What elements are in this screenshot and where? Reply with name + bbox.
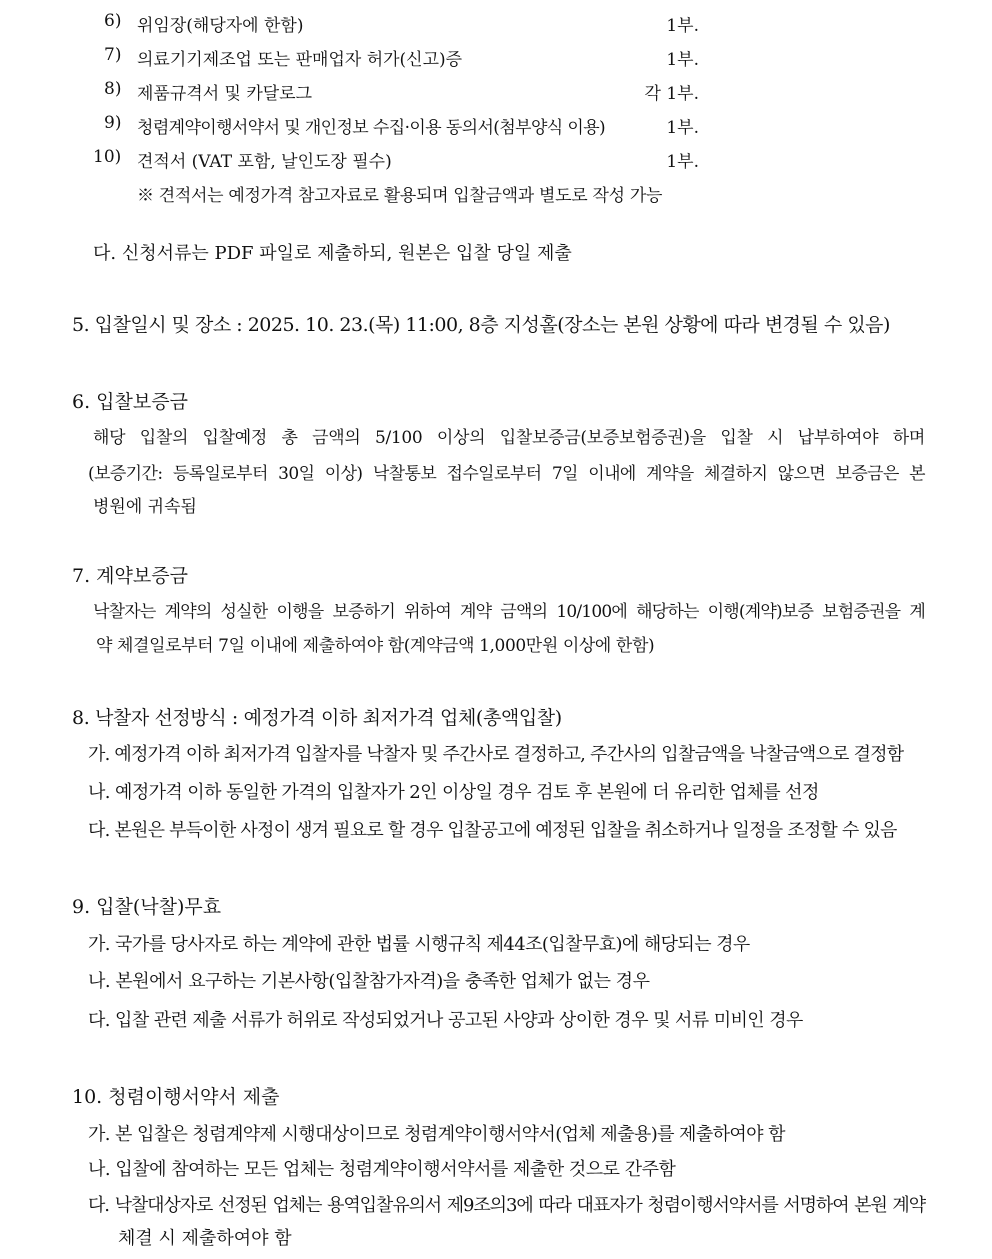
section-8-heading: 8. 낙찰자 선정방식 : 예정가격 이하 최저가격 업체(총액입찰) — [72, 707, 562, 729]
section-6-line: 병원에 귀속됨 — [93, 497, 197, 517]
section-5-bid-date: 5. 입찰일시 및 장소 : 2025. 10. 23.(목) 11:00, 8층 지성홀(장소는 본원 상황에 따라 변경될 수 있음) — [72, 314, 890, 336]
doc-text: 의료기기제조업 또는 판매업자 허가(신고)증 — [137, 50, 463, 70]
doc-num: 7) — [104, 45, 122, 65]
section-8-item: 나. 예정가격 이하 동일한 가격의 입찰자가 2인 이상일 경우 검토 후 본원에 더 유리한 업체를 선정 — [88, 782, 819, 803]
section-9-item: 나. 본원에서 요구하는 기본사항(입찰참가자격)을 충족한 업체가 없는 경우 — [88, 971, 650, 992]
doc-num: 10) — [93, 147, 122, 167]
doc-count: 1부. — [666, 152, 699, 172]
doc-text: 위임장(해당자에 한함) — [137, 16, 304, 36]
section-6-line: (보증기간: 등록일로부터 30일 이상) 낙찰통보 접수일로부터 7일 이내에 계약을 체결하지 않으면 보증금은 본 — [88, 464, 925, 484]
doc-num: 8) — [104, 79, 122, 99]
section-10-item: 다. 낙찰대상자로 선정된 업체는 용역입찰유의서 제9조의3에 따라 대표자가 청렴이행서약서를 서명하여 본원 계약 — [88, 1195, 925, 1216]
quote-note: ※ 견적서는 예정가격 참고자료로 활용되며 입찰금액과 별도로 작성 가능 — [137, 186, 663, 206]
section-6-line: 해당 입찰의 입찰예정 총 금액의 5/100 이상의 입찰보증금(보증보험증권)을 입찰 시 납부하여야 하며 — [93, 428, 925, 448]
section-9-item: 다. 입찰 관련 제출 서류가 허위로 작성되었거나 공고된 사양과 상이한 경우 및 서류 미비인 경우 — [88, 1010, 803, 1031]
section-10-item-cont: 체결 시 제출하여야 함 — [118, 1228, 292, 1249]
section-10-item: 가. 본 입찰은 청렴계약제 시행대상이므로 청렴계약이행서약서(업체 제출용)를 제출하여야 함 — [88, 1124, 785, 1145]
section-7-heading: 7. 계약보증금 — [72, 565, 188, 587]
section-10-item: 나. 입찰에 참여하는 모든 업체는 청렴계약이행서약서를 제출한 것으로 간주함 — [88, 1159, 676, 1180]
section-7-line: 약 체결일로부터 7일 이내에 제출하여야 함(계약금액 1,000만원 이상에 한함) — [96, 636, 655, 656]
section-9-heading: 9. 입찰(낙찰)무효 — [72, 896, 222, 918]
section-8-item: 가. 예정가격 이하 최저가격 입찰자를 낙찰자 및 주간사로 결정하고, 주간사의 입찰금액을 낙찰금액으로 결정함 — [88, 744, 904, 765]
doc-num: 9) — [104, 113, 122, 133]
doc-count: 1부. — [666, 118, 699, 138]
doc-text: 견적서 (VAT 포함, 날인도장 필수) — [137, 152, 392, 172]
section-10-heading: 10. 청렴이행서약서 제출 — [72, 1086, 280, 1108]
doc-text: 청렴계약이행서약서 및 개인정보 수집·이용 동의서(첨부양식 이용) — [137, 118, 606, 138]
submission-note: 다. 신청서류는 PDF 파일로 제출하되, 원본은 입찰 당일 제출 — [93, 243, 572, 264]
section-9-item: 가. 국가를 당사자로 하는 계약에 관한 법률 시행규칙 제44조(입찰무효)에 해당되는 경우 — [88, 934, 750, 955]
section-8-item: 다. 본원은 부득이한 사정이 생겨 필요로 할 경우 입찰공고에 예정된 입찰을 취소하거나 일정을 조정할 수 있음 — [88, 820, 897, 841]
doc-count: 1부. — [666, 16, 699, 36]
section-7-line: 낙찰자는 계약의 성실한 이행을 보증하기 위하여 계약 금액의 10/100에 해당하는 이행(계약)보증 보험증권을 계 — [93, 602, 925, 622]
doc-text: 제품규격서 및 카달로그 — [137, 84, 313, 104]
doc-num: 6) — [104, 11, 122, 31]
doc-count: 1부. — [666, 50, 699, 70]
doc-count: 각 1부. — [644, 84, 699, 104]
section-6-heading: 6. 입찰보증금 — [72, 391, 188, 413]
